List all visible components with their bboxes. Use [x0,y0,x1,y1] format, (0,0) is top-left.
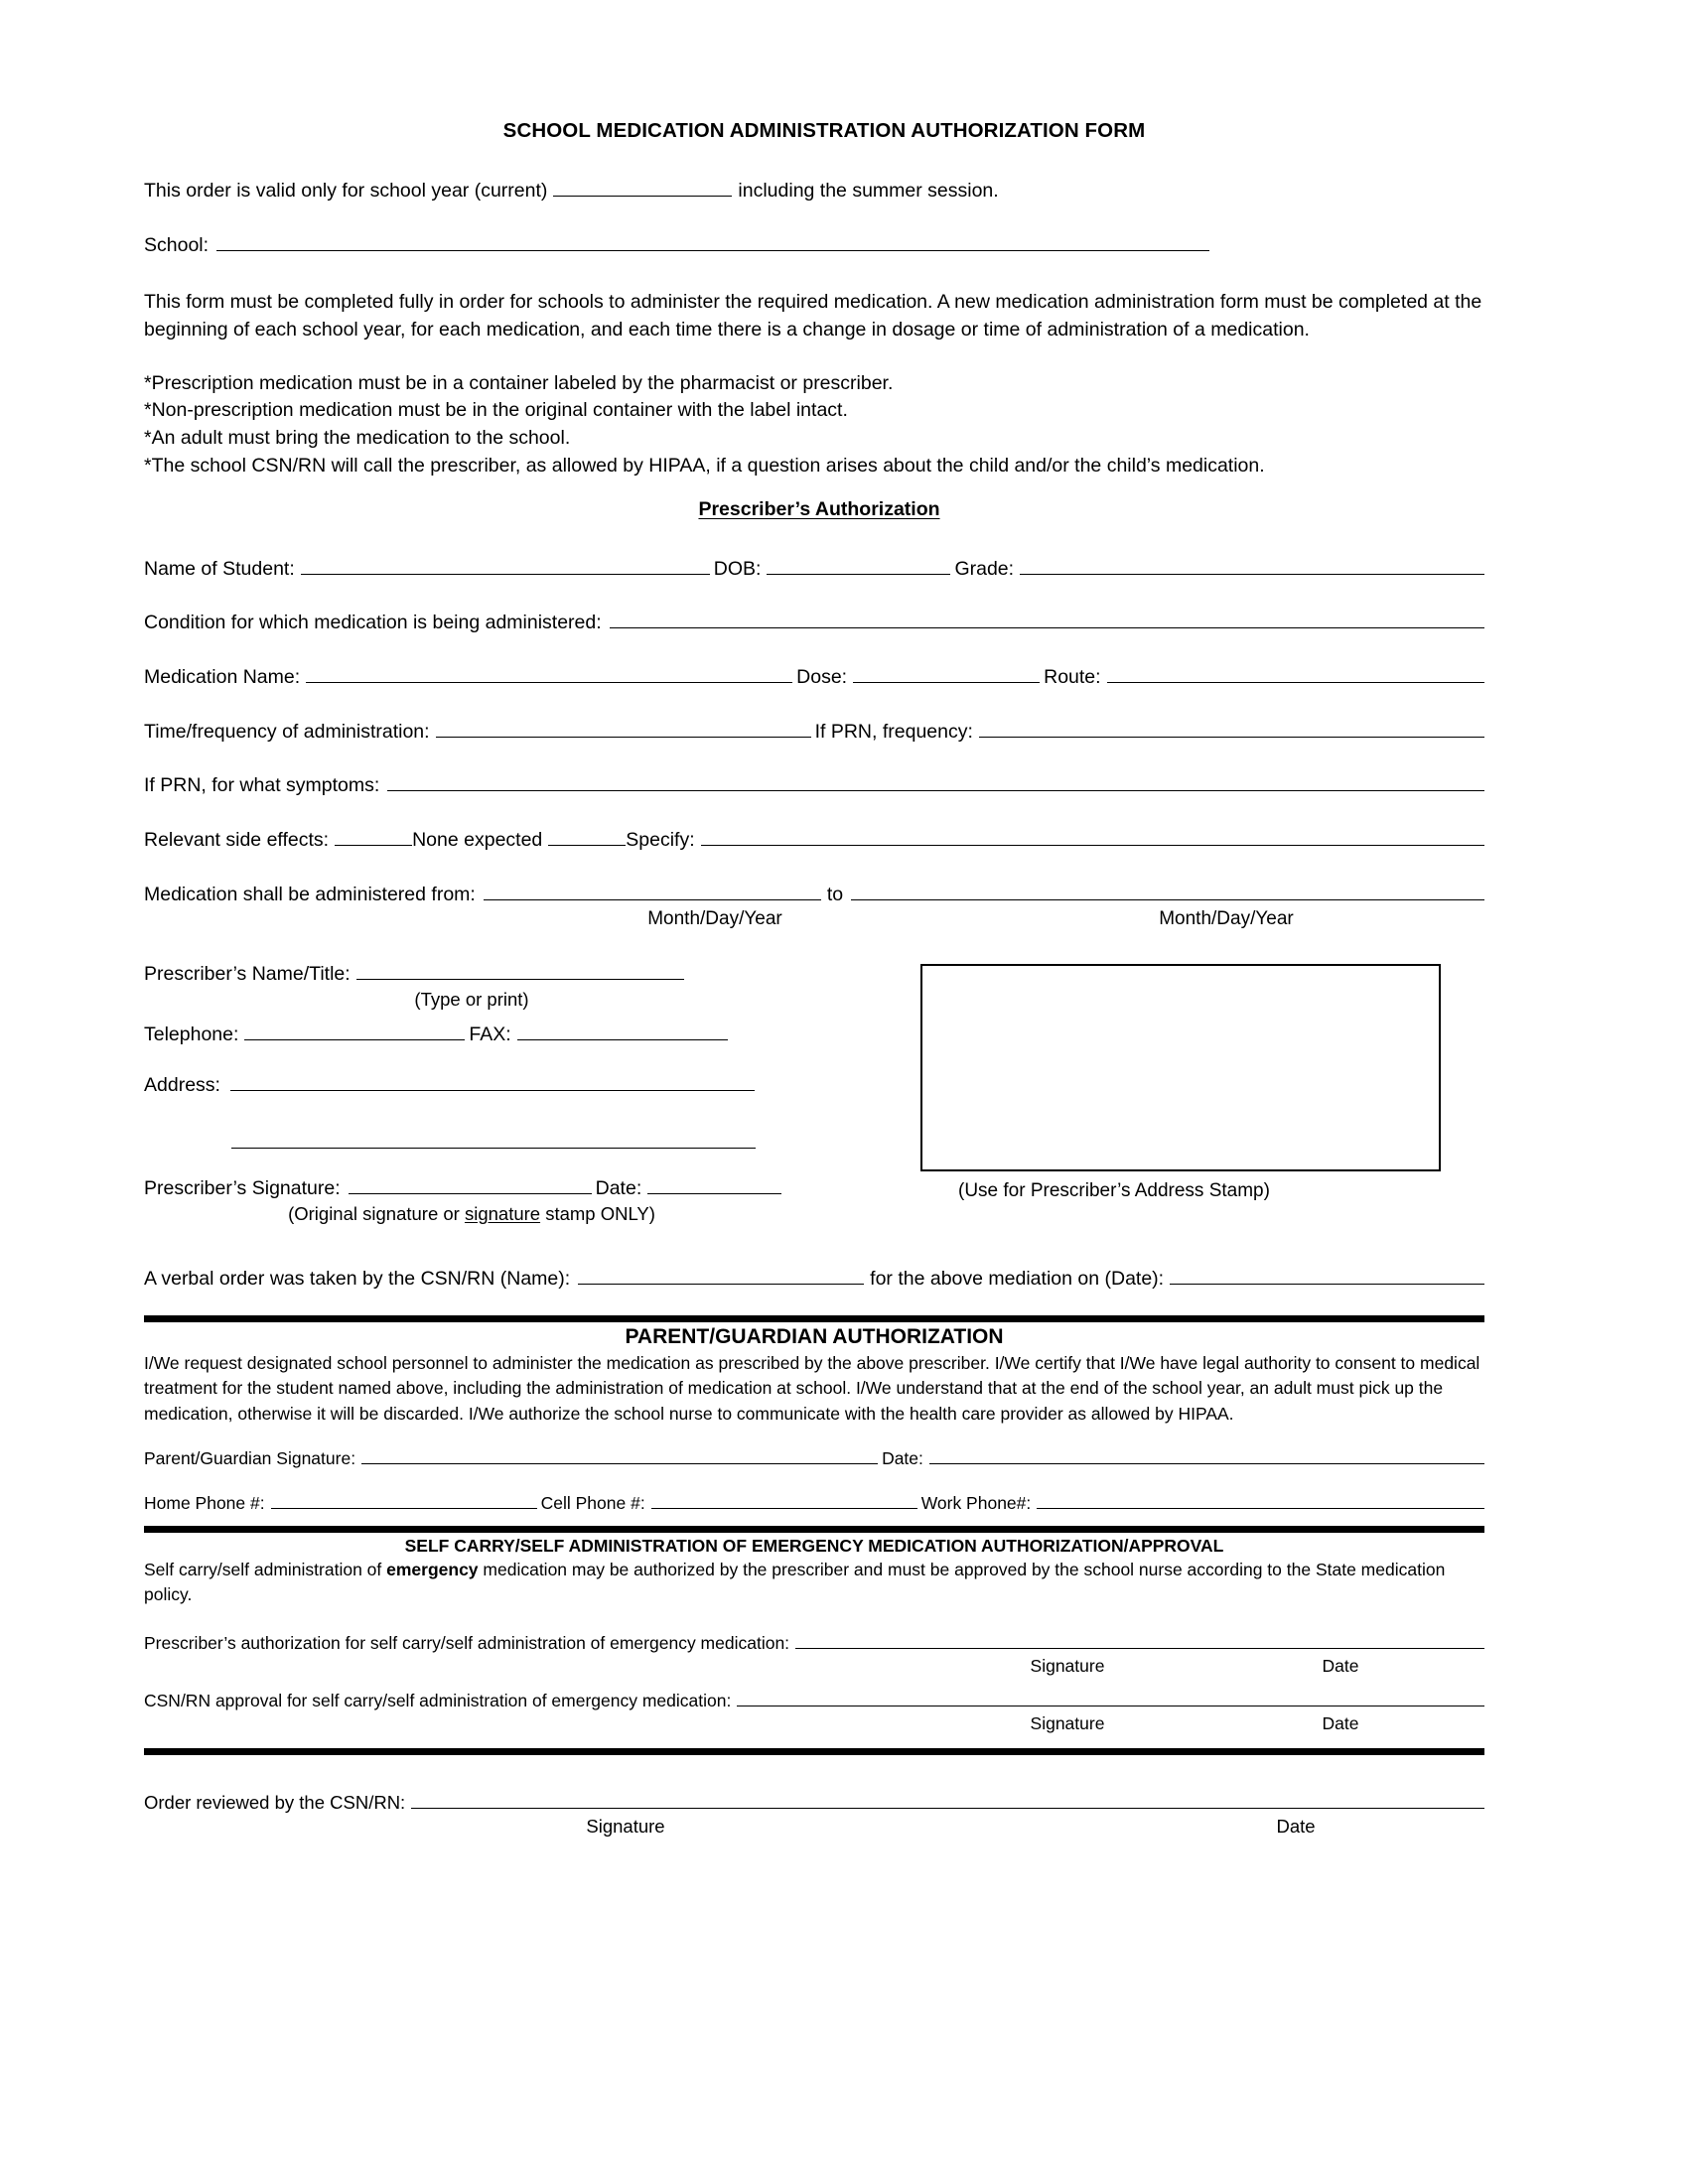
month-day-year-caption-from: Month/Day/Year [647,908,782,930]
if-prn-frequency-label: If PRN, frequency: [814,720,973,743]
parent-date-label: Date: [882,1447,923,1468]
home-phone-label: Home Phone #: [144,1492,265,1513]
page-title: SCHOOL MEDICATION ADMINISTRATION AUTHORIZATION FORM [502,119,1146,142]
self-carry-section-title: SELF CARRY/SELF ADMINISTRATION OF EMERGENCY MEDICATION AUTHORIZATION/APPROVAL [404,1535,1224,1556]
original-signature-note-after: stamp ONLY) [540,1203,655,1225]
self-carry-csn-approval-label: CSN/RN approval for self carry/self administration of emergency medication: [144,1691,732,1711]
prn-symptoms-row [144,771,1484,800]
prescriber-info-left [144,960,938,1225]
parent-section-body: I/We request designated school personnel to administer the medication as prescribed by the above prescriber. I/We certify that I/We have legal authority to consent to medical treatment for the student named above, including the administration of medication at school. I/We understand that at the end of the school year, an adult must pick up the medication, otherwise it will be discarded. I/We authorize the school nurse to communicate with the health care provider as allowed by HIPAA. [144,1352,1480,1424]
prescriber-name-title-label: Prescriber’s Name/Title: [144,963,351,986]
school-year-input[interactable] [553,177,732,197]
self-carry-prescriber-auth-row [144,1629,1484,1656]
prescriber-authorization-heading [144,498,1484,521]
intro-paragraph: This form must be completed fully in order for schools to administer the required medication. A new medication administration form must be completed at the beginning of each school year, for each medication, and each time there is a change in dosage or time of administration of a medication. [144,291,1482,341]
verbal-order-label: A verbal order was taken by the CSN/RN (Name): [144,1268,571,1291]
address-line2-row [144,1129,938,1149]
administered-range-row [144,881,1484,909]
time-frequency-row [144,718,1484,747]
student-name-label: Name of Student: [144,557,295,580]
specify-label: Specify: [626,828,695,851]
parent-signature-label: Parent/Guardian Signature: [144,1447,356,1468]
original-signature-note [144,1203,799,1225]
self-carry-csn-date-caption: Date [1322,1713,1359,1733]
parent-date-input[interactable] [929,1444,1484,1464]
prescriber-date-label: Date: [595,1177,642,1200]
medication-name-input[interactable] [306,663,792,683]
self-carry-csn-signature-caption: Signature [1030,1713,1105,1733]
self-carry-csn-captions [144,1713,1484,1734]
verbal-order-row [144,1265,1484,1294]
none-expected-checkbox-line[interactable] [335,826,412,846]
bullet-adult-brings: *An adult must bring the medication to the school. [144,427,571,450]
condition-input[interactable] [610,609,1484,628]
time-frequency-label: Time/frequency of administration: [144,720,430,743]
specify-input[interactable] [701,826,1484,846]
fax-input[interactable] [517,1021,728,1040]
school-input[interactable] [216,231,1209,251]
order-reviewed-signature-caption: Signature [586,1816,665,1838]
address-input-line1[interactable] [230,1071,755,1091]
validity-label-after: including the summer session. [738,180,999,202]
address-label: Address: [144,1073,220,1096]
form-sheet [144,119,1484,1838]
parent-signature-row [144,1444,1484,1471]
order-reviewed-input[interactable] [411,1789,1484,1809]
cell-phone-input[interactable] [651,1489,917,1509]
prescriber-signature-label: Prescriber’s Signature: [144,1177,341,1200]
route-input[interactable] [1107,663,1484,683]
administered-from-label: Medication shall be administered from: [144,883,476,905]
order-reviewed-captions [144,1816,1484,1838]
work-phone-label: Work Phone#: [920,1492,1032,1513]
prescriber-signature-input[interactable] [349,1174,592,1194]
verbal-order-name-input[interactable] [578,1265,864,1285]
self-carry-section-body [144,1558,1484,1608]
medication-row [144,663,1484,692]
self-carry-prescriber-captions [144,1656,1484,1677]
student-row [144,555,1484,584]
route-label: Route: [1044,665,1101,688]
condition-row [144,609,1484,637]
to-label: to [826,883,844,905]
original-signature-note-underlined: signature [464,1203,541,1225]
address-input-line2[interactable] [231,1129,756,1149]
self-carry-prescriber-auth-input[interactable] [795,1629,1484,1649]
work-phone-input[interactable] [1037,1489,1484,1509]
self-carry-prescriber-auth-label: Prescriber’s authorization for self carry/self administration of emergency medication: [144,1633,790,1654]
dose-label: Dose: [796,665,848,688]
self-carry-section-divider [144,1526,1484,1533]
condition-label: Condition for which medication is being administered: [144,612,602,634]
self-carry-prescriber-signature-caption: Signature [1030,1656,1105,1677]
order-reviewed-date-caption: Date [1276,1816,1316,1838]
validity-label-before: This order is valid only for school year (current) [144,180,548,202]
self-carry-body-part1: Self carry/self administration of [144,1559,387,1579]
side-effects-label: Relevant side effects: [144,828,330,851]
if-prn-symptoms-label: If PRN, for what symptoms: [144,774,380,797]
original-signature-note-before: (Original signature or [288,1203,465,1225]
fax-label: FAX: [469,1024,511,1045]
prescriber-address-stamp-box[interactable] [920,964,1441,1171]
side-effects-row [144,826,1484,855]
validity-row [144,177,1484,205]
self-carry-body-part2: medication may be authorized by the prescriber and must be approved by the school nurse according to the State medication policy. [144,1559,1446,1604]
dob-input[interactable] [767,555,950,575]
prescriber-name-title-input[interactable] [356,960,684,980]
self-carry-csn-approval-input[interactable] [737,1687,1484,1706]
bullet-non-prescription: *Non-prescription medication must be in the original container with the label intact. [144,399,848,422]
prescriber-signature-row [144,1174,938,1203]
prescriber-info-block [144,960,1484,1225]
bullet-prescription: *Prescription medication must be in a container labeled by the pharmacist or prescriber. [144,371,894,394]
self-carry-csn-approval-row [144,1687,1484,1713]
school-row [144,231,1484,260]
prescriber-date-input[interactable] [647,1174,781,1194]
none-expected-label: None expected [412,828,543,851]
parent-section-title: PARENT/GUARDIAN AUTHORIZATION [625,1324,1004,1348]
telephone-input[interactable] [244,1021,465,1040]
address-row [144,1071,938,1100]
parent-section-divider [144,1315,1484,1322]
if-prn-frequency-input[interactable] [979,718,1484,738]
month-day-year-captions [144,908,1484,930]
parent-phones-row [144,1489,1484,1516]
bullet-hipaa-call: *The school CSN/RN will call the prescriber, as allowed by HIPAA, if a question arises about the child and/or the child’s medication. [144,454,1265,477]
prescriber-info-right [938,960,1484,1225]
specify-checkbox-line[interactable] [548,826,626,846]
time-frequency-input[interactable] [436,718,811,738]
month-day-year-caption-to: Month/Day/Year [1159,908,1294,930]
administered-to-input[interactable] [851,881,1484,900]
parent-signature-input[interactable] [361,1444,878,1464]
student-name-input[interactable] [301,555,710,575]
prescriber-authorization-heading-text: Prescriber’s Authorization [698,497,940,520]
order-reviewed-row [144,1789,1484,1816]
order-reviewed-label: Order reviewed by the CSN/RN: [144,1792,406,1813]
stamp-box-caption: (Use for Prescriber’s Address Stamp) [958,1180,1270,1202]
self-carry-prescriber-date-caption: Date [1322,1656,1359,1677]
telephone-fax-row [144,1021,938,1049]
self-carry-body-emphasis: emergency [386,1559,479,1579]
dose-input[interactable] [853,663,1040,683]
home-phone-input[interactable] [271,1489,537,1509]
telephone-label: Telephone: [144,1024,239,1045]
cell-phone-label: Cell Phone #: [540,1492,645,1513]
medication-name-label: Medication Name: [144,665,301,688]
type-or-print-note: (Type or print) [414,989,529,1010]
if-prn-symptoms-input[interactable] [387,771,1484,791]
grade-input[interactable] [1020,555,1484,575]
verbal-order-date-input[interactable] [1170,1265,1484,1285]
administered-from-input[interactable] [484,881,821,900]
dob-label: DOB: [713,557,762,580]
review-section-divider [144,1748,1484,1755]
verbal-order-tail-label: for the above mediation on (Date): [870,1268,1165,1291]
grade-label: Grade: [954,557,1015,580]
prescriber-name-title-row [144,960,938,989]
school-label: School: [144,233,210,256]
